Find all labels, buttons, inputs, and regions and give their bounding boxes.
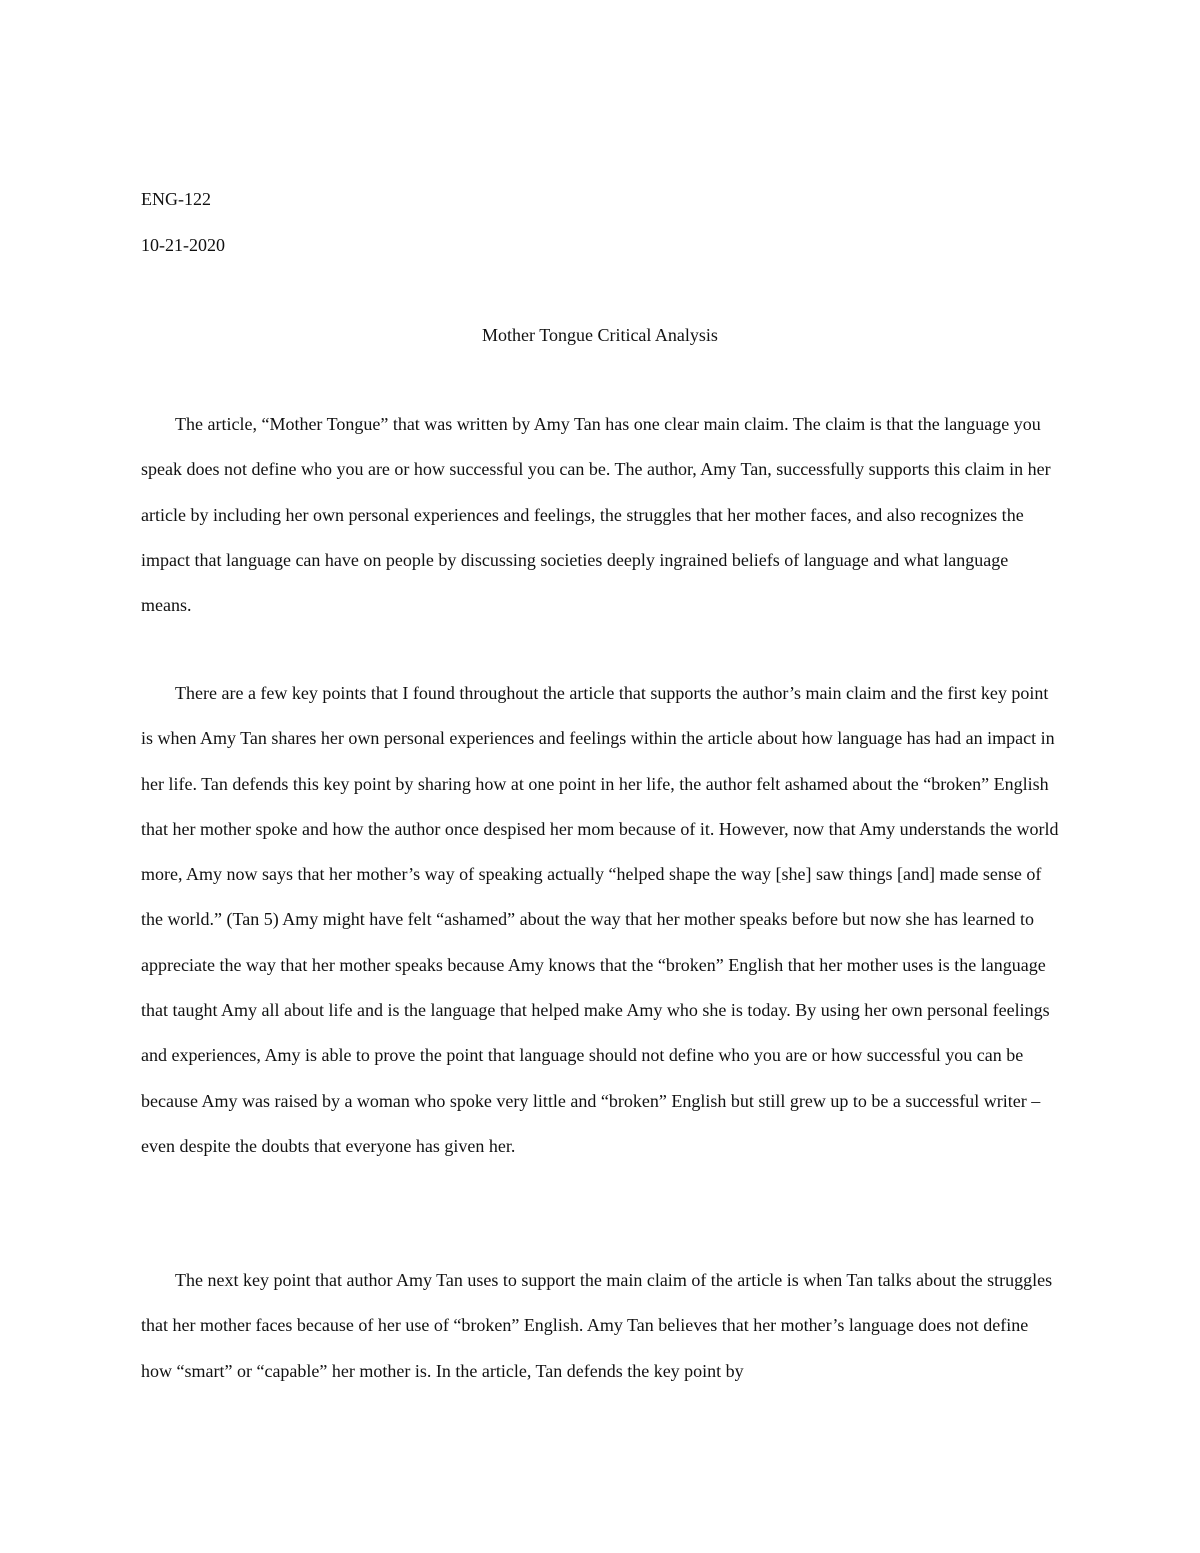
- document-date: 10-21-2020: [141, 235, 225, 255]
- paragraph-next-key-point: The next key point that author Amy Tan uses to support the main claim of the article is when Tan talks about the struggles that her mother faces because of her use of “broken” English. Amy Tan believes that her mother’s language does not define how “smart” or “capable” her mother is. In the article, Tan defends the key point by: [141, 1270, 1053, 1381]
- paragraph-first-key-point: There are a few key points that I found throughout the article that supports the author’s main claim and the first key point is when Amy Tan shares her own personal experiences and feelings within the article about how language has had an impact in her life. Tan defends this key point by sharing how at one point in her life, the author felt ashamed about the “broken” English that her mother spoke and how the author once despised her mom because of it. However, now that Amy understands the world more, Amy now says that her mother’s way of speaking actually “helped shape the way [she] saw things [and] made sense of the world.” (Tan 5) Amy might have felt “ashamed” about the way that her mother speaks before but now she has learned to appreciate the way that her mother speaks because Amy knows that the “broken” English that her mother uses is the language that taught Amy all about life and is the language that helped make Amy who she is today. By using her own personal feelings and experiences, Amy is able to prove the point that language should not define who you are or how successful you can be because Amy was raised by a woman who spoke very little and “broken” English but still grew up to be a successful writer – even despite the doubts that everyone has given her.: [141, 683, 1059, 1156]
- course-code: ENG-122: [141, 189, 211, 209]
- document-title: Mother Tongue Critical Analysis: [482, 325, 718, 345]
- paragraph-intro: The article, “Mother Tongue” that was written by Amy Tan has one clear main claim. The claim is that the language you speak does not define who you are or how successful you can be. The author, Amy Tan, successfully supports this claim in her article by including her own personal experiences and feelings, the struggles that her mother faces, and also recognizes the impact that language can have on people by discussing societies deeply ingrained beliefs of language and what language means.: [141, 414, 1051, 616]
